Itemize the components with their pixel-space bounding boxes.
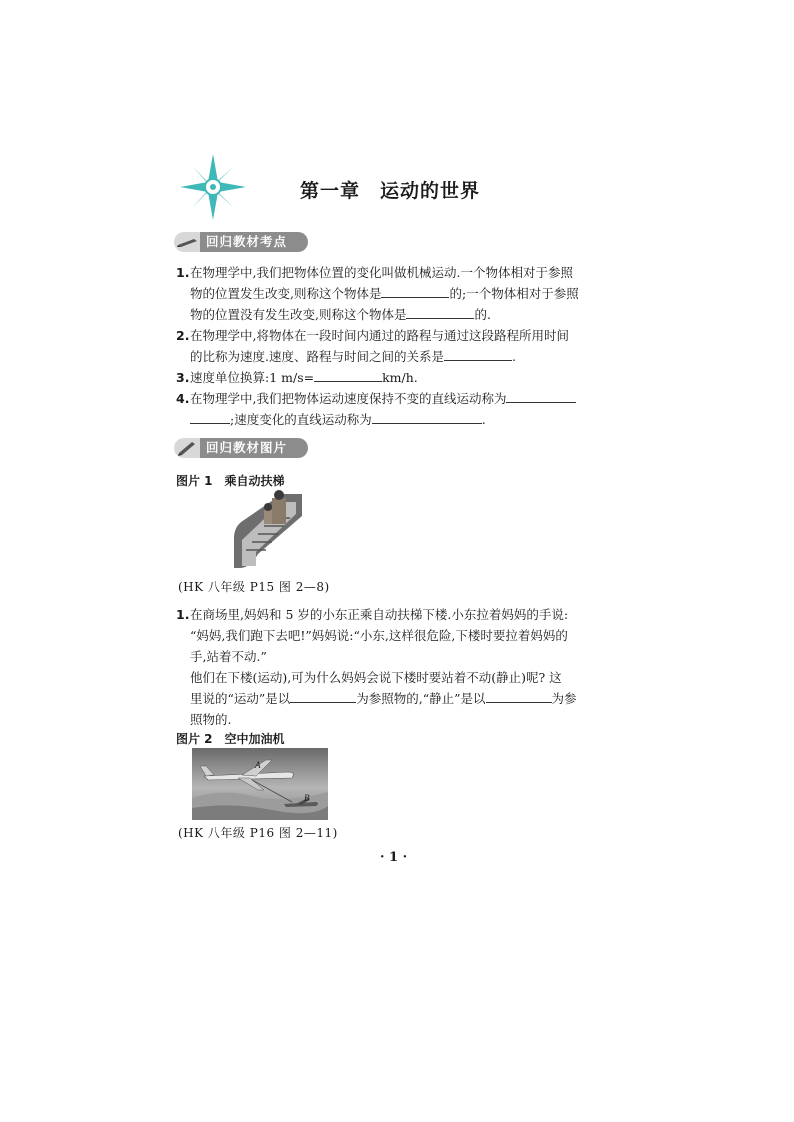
answer-blank[interactable] (190, 409, 230, 424)
pencil-icon (174, 438, 202, 458)
section-label: 回归教材考点 (200, 232, 308, 252)
answer-blank[interactable] (381, 283, 449, 298)
label-a: A (255, 760, 261, 770)
answer-blank[interactable] (372, 409, 482, 424)
question-2: 2. 在物理学中,将物体在一段时间内通过的路程与通过这段路程所用时间 的比称为速度.速度、路程与时间之间的关系是 . (176, 328, 569, 364)
figure-1-title: 图片 1 乘自动扶梯 (176, 474, 285, 488)
answer-blank[interactable] (290, 688, 356, 703)
question-1: 1. 在物理学中,我们把物体位置的变化叫做机械运动.一个物体相对于参照 物的位置发生改变,则称这个物体是 的;一个物体相对于参照 物的位置没有发生改变,则称这个物体是 的. (176, 265, 579, 322)
figure-2-title: 图片 2 空中加油机 (176, 732, 285, 746)
label-b: B (304, 793, 310, 803)
answer-blank[interactable] (406, 304, 474, 319)
chapter-title: 第一章 运动的世界 (300, 180, 481, 202)
question-3: 3. 速度单位换算:1 m/s= km/h. (176, 367, 620, 388)
section-label: 回归教材图片 (200, 438, 308, 458)
pencil-icon (174, 232, 202, 252)
figure-2-caption: (HK 八年级 P16 图 2—11) (178, 826, 338, 840)
compass-icon (180, 154, 246, 220)
section-tag-textbook-pictures (174, 438, 308, 458)
escalator-illustration (228, 488, 308, 572)
section-tag-textbook-points (174, 232, 308, 252)
question-list (176, 262, 620, 430)
page-number: · 1 · (380, 850, 408, 865)
answer-blank[interactable] (314, 367, 382, 382)
answer-blank[interactable] (486, 688, 552, 703)
answer-blank[interactable] (444, 346, 512, 361)
question-4: 4. 在物理学中,我们把物体运动速度保持不变的直线运动称为 ;速度变化的直线运动称为 . (176, 388, 620, 430)
answer-blank[interactable] (506, 388, 576, 403)
figure-1-caption: (HK 八年级 P15 图 2—8) (178, 580, 330, 594)
figure-question-1: 1. 在商场里,妈妈和 5 岁的小东正乘自动扶梯下楼.小东拉着妈妈的手说: “妈妈,我们跑下去吧!”妈妈说:“小东,这样很危险,下楼时要拉着妈妈的 手,站着不动.” 他们在下楼(运动),可为什么妈妈会说下楼时要站着不动(静止)呢? 这 里说的“运动”是以 为参照物的,“静止”是以 为参 照物的. (176, 607, 577, 727)
aerial-refueling-photo (192, 748, 328, 820)
